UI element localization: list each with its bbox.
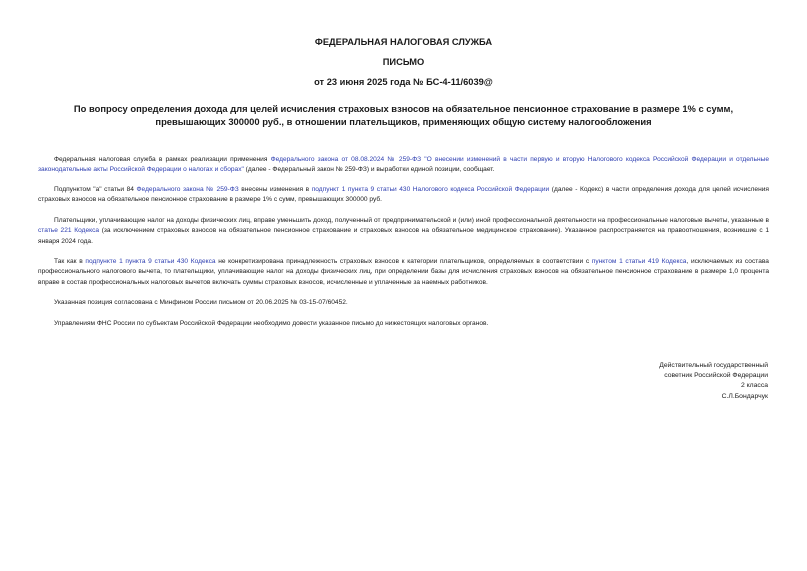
paragraph-3-text-a: Плательщики, уплачивающие налог на доходы физических лиц, вправе уменьшить доход, полученный от предпринимательской и (или) иной профессиональной деятельности на профессиональные налоговые вычеты, указанные в (54, 217, 769, 224)
paragraph-4-text-c: , исключаемых из состава профессионального налогового вычета, то плательщики, уплачивающие налог на доходы физических лиц, при определении базы для исчисления страховых взносов на обязательное пенсионное страхование в размере 1,0 процента вправе в состав профессиональных налоговых вычетов включать суммы страховых взносов, исчисленные и уплаченные за наемных работников. (38, 258, 769, 286)
document-type: ПИСЬМО (382, 57, 425, 67)
signature-rank-line-1: Действительный государственный (659, 362, 768, 369)
link-federal-law-259-short[interactable]: Федерального закона № 259-ФЗ (136, 186, 239, 193)
document-subject: По вопросу определения дохода для целей исчисления страховых взносов на обязательное пенсионное страхование в размере 1% с сумм, превышающих 300000 руб., в отношении плательщиков, применяющих общую систему налогообложения (73, 103, 734, 127)
signature-block (659, 361, 768, 402)
paragraph-3-text-b: (за исключением страховых взносов на обязательное пенсионное страхование и страховых взносов на обязательное медицинское страхование). Указанное распространяется на правоотношения, возникшие с 1 января 2024 года. (38, 227, 769, 245)
paragraph-2 (38, 185, 769, 206)
link-article-221[interactable]: статье 221 Кодекса (38, 227, 100, 235)
link-federal-law-259[interactable]: Федерального закона от 08.08.2024 № 259-ФЗ "О внесении изменений в части первую и вторую Налогового кодекса Российской Федерации и отдельные законодательные акты Российской Федерации о налогах и сборах" (38, 156, 769, 174)
link-article-419[interactable]: пунктом 1 статьи 419 Кодекса (591, 258, 687, 265)
paragraph-4-text-a: Так как в (54, 258, 86, 265)
link-article-430-code[interactable]: подпункте 1 пункта 9 статьи 430 Кодекса (85, 258, 216, 265)
paragraph-2-text-b: внесены изменения в (238, 186, 312, 193)
paragraph-2-text-c: (далее - Кодекс) в части определения дохода для целей исчисления страховых взносов на обязательное пенсионное страхование в размере 1% с сумм, превышающих 300000 руб. (38, 186, 769, 204)
paragraph-5: Указанная позиция согласована с Минфином России письмом от 20.06.2025 № 03-15-07/60452. (54, 299, 348, 306)
paragraph-1-text-a: Федеральная налоговая служба в рамках реализации применения (54, 156, 271, 163)
signature-name: С.Л.Бондарчук (721, 392, 768, 400)
paragraph-4 (38, 257, 769, 288)
signature-rank-line-2: советник Российской Федерации (664, 372, 768, 380)
signature-rank-line-3: 2 класса (740, 382, 768, 390)
paragraph-3 (38, 216, 769, 247)
paragraph-4-text-b: не конкретизирована принадлежность страховых взносов к категории плательщиков, определяемых в соответствии с (215, 258, 592, 265)
link-article-430[interactable]: подпункт 1 пункта 9 статьи 430 Налогового кодекса Российской Федерации (311, 186, 550, 193)
paragraph-1-text-b: (далее - Федеральный закон № 259-ФЗ) и выработки единой позиции, сообщает. (243, 166, 495, 174)
paragraph-1 (38, 155, 769, 176)
document-date-number: от 23 июня 2025 года № БС-4-11/6039@ (314, 77, 493, 87)
paragraph-2-text-a: Подпунктом "а" статьи 84 (54, 186, 137, 193)
paragraph-6: Управлениям ФНС России по субъектам Российской Федерации необходимо довести указанное письмо до нижестоящих налоговых органов. (54, 320, 489, 327)
agency-title: ФЕДЕРАЛЬНАЯ НАЛОГОВАЯ СЛУЖБА (314, 37, 493, 47)
